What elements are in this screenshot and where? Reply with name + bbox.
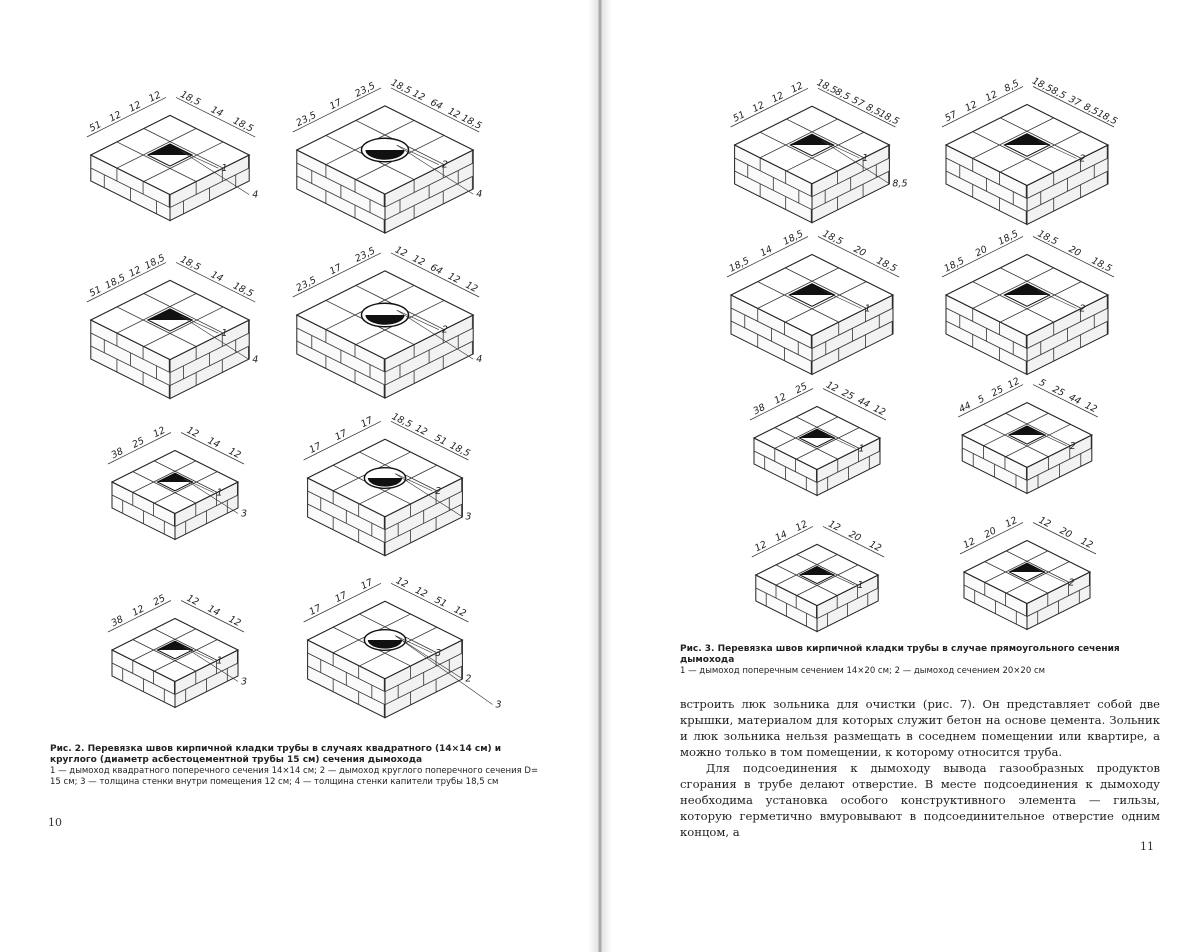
dimension-label: 25 <box>130 435 147 451</box>
figure-3-diagram-6 <box>957 376 1098 494</box>
dimension-label: 12 <box>413 584 430 601</box>
dimension-label: 51 <box>432 594 449 610</box>
dimension-label: 17 <box>327 262 344 278</box>
callout-label: 3 <box>241 676 248 688</box>
figure-2-diagram-2 <box>293 77 484 233</box>
figure-3-caption <box>680 644 1160 677</box>
dimension-label: 12 <box>127 264 144 280</box>
dimension-label: 12 <box>410 88 427 104</box>
dimension-label: 12 <box>226 445 243 462</box>
dimension-label: 20 <box>851 243 868 260</box>
figure-2-diagram-4 <box>293 244 482 398</box>
dimension-label: 23,5 <box>353 80 378 100</box>
callout-label: 1 <box>858 443 865 455</box>
dimension-label: 18,5 <box>389 411 414 431</box>
figure-2-caption-legend: 1 — дымоход квадратного поперечного сечения 14×14 см; 2 — дымоход круглого поперечного сечения D= 15 см; 3 — толщина стенки внутри помещения 12 см; 4 — толщина стенки капители трубы 18,5 см <box>50 766 539 787</box>
dimension-label: 18,5 <box>781 228 806 248</box>
body-text <box>680 696 1160 840</box>
figure-2-diagram-5 <box>108 425 247 540</box>
dimension-label: 23,5 <box>294 274 319 295</box>
dimension-label: 25 <box>839 387 856 403</box>
dimension-label: 18,5 <box>447 440 472 460</box>
dimension-label: 38 <box>109 613 126 630</box>
dimension-label: 18,5 <box>459 112 484 133</box>
dimension-label: 14 <box>205 603 222 619</box>
dimension-label: 51 <box>432 432 449 448</box>
dimension-label: 18,5 <box>874 255 899 275</box>
paragraph-2: Для подсоединения к дымоходу вывода газообразных продуктов сгорания в трубе делают отверстие. В месте подсоединения к дымоходу необходима установка особого конструктивного элемента — гильзы, которую герметично вмуровывают в подсоединительное отверстие одним концом, а <box>680 761 1160 839</box>
dimension-label: 12 <box>1082 400 1099 416</box>
dimension-label: 18,5 <box>996 228 1021 248</box>
dimension-label: 12 <box>961 535 978 552</box>
dimension-label: 18,5 <box>820 228 845 248</box>
dimension-label: 12 <box>147 89 163 105</box>
callout-label: 2 <box>1079 153 1086 165</box>
callout-label: 2 <box>441 324 448 336</box>
dimension-label: 17 <box>327 97 344 113</box>
dimension-label: 8,5 <box>1081 101 1101 118</box>
callout-label: 4 <box>252 354 259 366</box>
dimension-label: 38 <box>751 401 768 418</box>
dimension-label: 17 <box>333 427 350 444</box>
dimension-label: 12 <box>753 539 769 555</box>
dimension-label: 17 <box>307 440 324 456</box>
dimension-label: 12 <box>184 592 201 609</box>
dimension-label: 12 <box>1003 514 1020 531</box>
figure-3-diagram-7 <box>752 519 884 632</box>
dimension-label: 18,5 <box>1089 255 1114 275</box>
page-number-left: 10 <box>48 816 62 829</box>
callout-label: 3 <box>241 508 248 520</box>
dimension-label: 5 <box>1037 377 1048 390</box>
left-page <box>0 0 598 952</box>
figure-3-diagram-4 <box>942 228 1114 374</box>
dimension-label: 18,5 <box>178 89 203 109</box>
right-page <box>602 0 1200 952</box>
dimension-label: 12 <box>772 391 789 407</box>
callout-label: 2 <box>1079 303 1086 315</box>
callout-label: 1 <box>216 655 223 667</box>
figure-2-diagram-3 <box>87 252 258 398</box>
dimension-label: 18,5 <box>231 280 256 300</box>
dimension-label: 44 <box>855 395 872 411</box>
figure-3-diagram-1 <box>731 77 908 222</box>
dimension-label: 23,5 <box>353 245 378 265</box>
dimension-label: 14 <box>208 104 225 120</box>
dimension-label: 12 <box>789 80 806 96</box>
dimension-label: 51 <box>731 109 748 125</box>
figure-3-diagrams <box>602 0 1200 640</box>
dimension-label: 12 <box>750 99 767 115</box>
dimension-label: 18,5 <box>389 77 413 97</box>
dimension-label: 12 <box>871 403 888 419</box>
dimension-label: 18,5 <box>1095 108 1119 128</box>
figure-3-caption-title: Рис. 3. Перевязка швов кирпичной кладки трубы в случае прямоугольного сечения дымохода <box>680 644 1120 665</box>
dimension-label: 25 <box>989 383 1006 400</box>
dimension-label: 23,5 <box>294 109 319 130</box>
dimension-label: 18,5 <box>876 108 901 128</box>
callout-label: 3 <box>465 511 472 523</box>
dimension-label: 20 <box>973 243 990 260</box>
figure-3-diagram-2 <box>942 76 1119 225</box>
dimension-label: 14 <box>205 435 222 451</box>
dimension-label: 18,5 <box>1030 75 1055 95</box>
dimension-label: 37 <box>1066 93 1083 110</box>
callout-label: 3 <box>435 647 442 659</box>
dimension-label: 20 <box>1057 525 1074 541</box>
figure-2-diagram-8 <box>304 575 502 717</box>
callout-label: 1 <box>857 580 864 592</box>
dimension-label: 25 <box>151 592 168 609</box>
dimension-label: 12 <box>410 253 427 269</box>
dimension-label: 14 <box>758 243 775 260</box>
figure-2-diagram-6 <box>304 411 472 555</box>
dimension-label: 51 <box>87 284 104 300</box>
dimension-label: 18,5 <box>178 254 203 274</box>
callout-label: 2 <box>441 159 448 171</box>
callout-label: 1 <box>221 328 228 340</box>
dimension-label: 18,5 <box>814 77 839 97</box>
figure-3-caption-legend: 1 — дымоход поперечным сечением 14×20 см; 2 — дымоход сечением 20×20 см <box>680 666 1046 676</box>
dimension-label: 12 <box>963 98 980 115</box>
callout-label: 4 <box>476 354 483 366</box>
dimension-label: 57 <box>849 94 866 111</box>
dimension-label: 17 <box>333 589 350 606</box>
callout-label: 2 <box>1069 440 1076 452</box>
figure-2-caption-title: Рис. 2. Перевязка швов кирпичной кладки трубы в случаях квадратного (14×14 см) и круглого (диаметр асбестоцементной трубы 15 см) сечения дымохода <box>50 744 502 765</box>
dimension-label: 18,5 <box>942 255 967 275</box>
dimension-label: 20 <box>846 528 863 545</box>
dimension-label: 14 <box>208 269 225 285</box>
callout-label: 2 <box>435 485 442 497</box>
callout-label: 1 <box>862 152 869 164</box>
dimension-label: 64 <box>428 97 445 113</box>
callout-label: 4 <box>476 189 483 201</box>
figure-3-diagram-8 <box>960 515 1096 630</box>
dimension-label: 17 <box>307 602 324 618</box>
dimension-label: 12 <box>445 105 462 122</box>
dimension-label: 8,5 <box>833 86 852 103</box>
dimension-label: 12 <box>769 89 786 106</box>
dimension-label: 38 <box>109 445 126 462</box>
dimension-label: 25 <box>793 380 810 397</box>
dimension-label: 12 <box>793 518 810 534</box>
dimension-label: 20 <box>982 525 999 541</box>
dimension-label: 25 <box>1050 383 1067 400</box>
callout-label: 3 <box>495 699 502 711</box>
dimension-label: 18,5 <box>143 252 167 272</box>
figure-3-diagram-5 <box>750 380 887 496</box>
figure-2-diagram-1 <box>87 89 258 220</box>
dimension-label: 8,5 <box>1002 78 1021 95</box>
callout-label: 2 <box>1068 577 1075 589</box>
dimension-label: 5 <box>976 393 987 406</box>
callout-label: 1 <box>221 163 228 175</box>
dimension-label: 12 <box>1005 375 1022 392</box>
dimension-label: 17 <box>359 414 375 431</box>
dimension-label: 12 <box>451 604 468 620</box>
dimension-label: 12 <box>867 539 883 555</box>
figure-2-diagrams <box>0 0 598 740</box>
dimension-label: 12 <box>463 279 480 295</box>
dimension-label: 12 <box>184 424 201 441</box>
callout-label: 2 <box>465 673 472 685</box>
dimension-label: 12 <box>413 422 430 439</box>
dimension-label: 12 <box>151 424 168 441</box>
dimension-label: 12 <box>127 99 144 115</box>
dimension-label: 12 <box>983 88 1000 105</box>
dimension-label: 12 <box>1036 514 1053 531</box>
figure-3-diagram-3 <box>727 228 899 374</box>
dimension-label: 44 <box>1066 391 1083 408</box>
dimension-label: 18,5 <box>103 272 128 292</box>
dimension-label: 18,5 <box>727 255 752 275</box>
dimension-label: 51 <box>87 119 104 135</box>
dimension-label: 12 <box>130 603 147 619</box>
figure-2-caption <box>50 744 545 788</box>
dimension-label: 17 <box>359 576 375 593</box>
dimension-label: 18,5 <box>1035 228 1060 248</box>
page-number-right: 11 <box>1140 840 1154 853</box>
dimension-label: 12 <box>445 270 462 287</box>
dimension-label: 12 <box>107 109 124 125</box>
callout-label: 4 <box>252 189 259 201</box>
dimension-label: 64 <box>428 262 445 278</box>
dimension-label: 8,5 <box>1049 85 1068 102</box>
dimension-label: 44 <box>957 400 974 416</box>
callout-label: 1 <box>864 303 871 315</box>
dimension-label: 57 <box>943 109 959 125</box>
callout-label: 8,5 <box>892 178 908 190</box>
dimension-label: 8,5 <box>864 101 883 119</box>
dimension-label: 18,5 <box>231 115 256 135</box>
dimension-label: 12 <box>824 379 840 395</box>
callout-label: 1 <box>216 487 223 499</box>
figure-2-diagram-7 <box>108 593 247 708</box>
paragraph-1: встроить люк зольника для очистки (рис. 7). Он представляет собой две крышки, материалом для которых служит бетон на основе цемента. Зольник и люк зольника нельзя размещать в соседнем помещении или квартире, а можно только в том помещении, к которому относится труба. <box>680 697 1160 759</box>
dimension-label: 12 <box>393 575 410 591</box>
dimension-label: 12 <box>1078 535 1095 552</box>
dimension-label: 12 <box>226 613 243 630</box>
dimension-label: 20 <box>1066 243 1083 260</box>
dimension-label: 12 <box>393 244 409 260</box>
dimension-label: 14 <box>773 528 790 545</box>
dimension-label: 12 <box>826 518 843 534</box>
